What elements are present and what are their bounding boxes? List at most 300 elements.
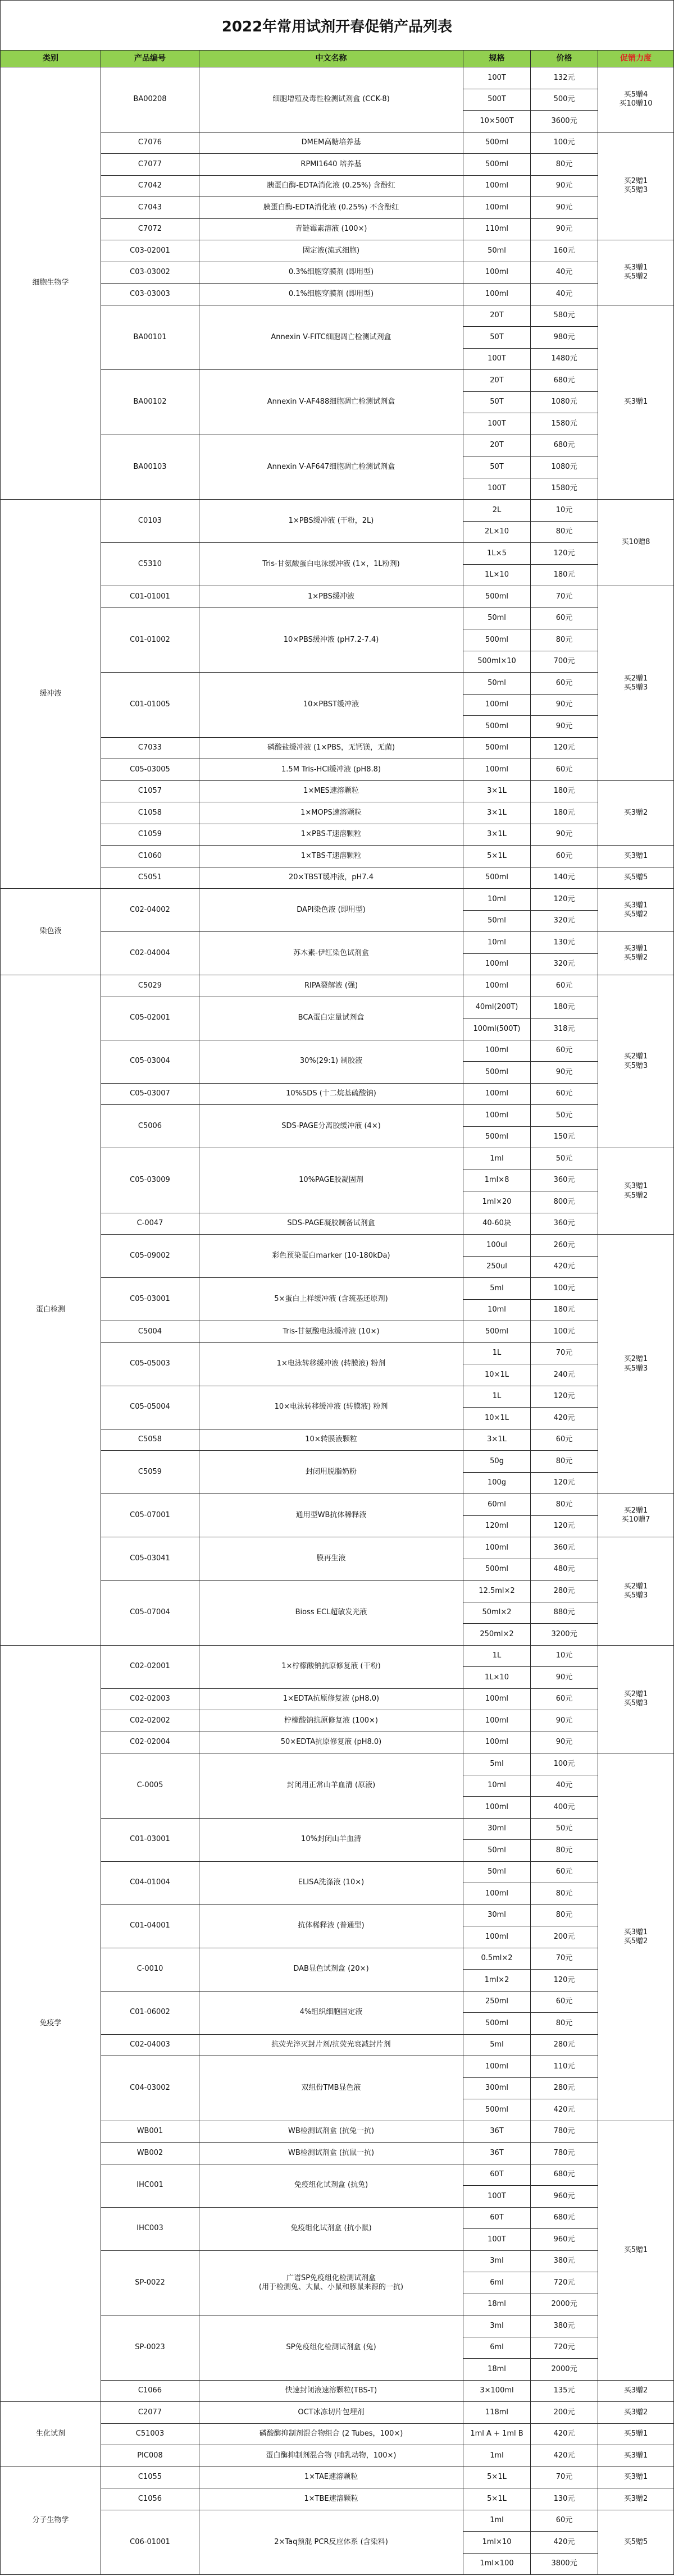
page-title: 2022年常用试剂开春促销产品列表 [0, 0, 674, 51]
product-spec: 3×1L [463, 802, 531, 824]
product-price: 80元 [531, 1905, 598, 1927]
promo-offer: 买2赠1 买10赠7 [598, 1494, 674, 1537]
product-spec: 100T [463, 67, 531, 89]
product-name: 双组份TMB显色液 [199, 2056, 463, 2121]
category-label: 蛋白检测 [0, 975, 101, 1646]
product-spec: 40ml(200T) [463, 997, 531, 1019]
product-spec: 2L [463, 500, 531, 522]
product-name: 广谱SP免疫组化检测试剂盒 (用于检测兔、大鼠、小鼠和豚鼠来源的一抗) [199, 2251, 463, 2316]
product-price: 180元 [531, 802, 598, 824]
product-name: BCA蛋白定量试剂盒 [199, 997, 463, 1040]
product-price: 720元 [531, 2272, 598, 2294]
product-price: 120元 [531, 1386, 598, 1408]
product-name: 10×PBS缓冲液 (pH7.2-7.4) [199, 608, 463, 673]
product-name: Annexin V-AF488细胞凋亡检测试剂盒 [199, 370, 463, 435]
promo-offer: 买5赠5 [598, 2510, 674, 2575]
product-name: 通用型WB抗体稀释液 [199, 1494, 463, 1537]
product-code: C7077 [101, 154, 199, 176]
product-price: 90元 [531, 219, 598, 241]
product-code: C05-07001 [101, 1494, 199, 1537]
product-name: 磷酸酶抑制剂混合物组合 (2 Tubes，100×) [199, 2424, 463, 2446]
product-name: 10×PBST缓冲液 [199, 673, 463, 738]
product-code: C-0010 [101, 1948, 199, 1992]
product-spec: 250ul [463, 1257, 531, 1278]
promo-offer: 买3赠1 [598, 2467, 674, 2489]
product-spec: 3×1L [463, 824, 531, 846]
promo-offer: 买3赠1 买5赠2 [598, 889, 674, 932]
product-spec: 60T [463, 2208, 531, 2230]
header-price: 价格 [531, 51, 598, 67]
product-code: PIC008 [101, 2445, 199, 2467]
promo-offer: 买2赠1 买5赠3 [598, 133, 674, 241]
product-price: 90元 [531, 695, 598, 716]
product-spec: 20T [463, 370, 531, 392]
category-label: 分子生物学 [0, 2467, 101, 2575]
product-price: 80元 [531, 629, 598, 651]
product-spec: 100ml [463, 1710, 531, 1732]
product-spec: 500ml [463, 738, 531, 760]
product-spec: 10ml [463, 1775, 531, 1797]
product-spec: 1L [463, 1343, 531, 1365]
product-spec: 500ml [463, 867, 531, 889]
product-name: 10%PAGE胶凝固剂 [199, 1148, 463, 1213]
product-price: 1080元 [531, 392, 598, 414]
product-price: 200元 [531, 1926, 598, 1948]
product-code: BA00101 [101, 305, 199, 371]
promo-offer: 买2赠1 买5赠3 [598, 1646, 674, 1754]
header-category: 类别 [0, 51, 101, 67]
product-price: 90元 [531, 1667, 598, 1689]
product-spec: 3×1L [463, 781, 531, 803]
product-price: 60元 [531, 1429, 598, 1451]
product-spec: 100ml [463, 1084, 531, 1106]
product-price: 60元 [531, 846, 598, 867]
product-price: 680元 [531, 370, 598, 392]
product-name: SDS-PAGE分离胶缓冲液 (4×) [199, 1105, 463, 1148]
product-code: C05-02001 [101, 997, 199, 1040]
product-spec: 100ul [463, 1235, 531, 1257]
header-spec: 规格 [463, 51, 531, 67]
category-label: 染色液 [0, 889, 101, 975]
product-spec: 1ml×2 [463, 1970, 531, 1992]
product-price: 60元 [531, 1862, 598, 1884]
product-price: 960元 [531, 2186, 598, 2208]
product-price: 500元 [531, 89, 598, 111]
product-price: 120元 [531, 889, 598, 911]
product-name: OCT冰冻切片包埋剂 [199, 2402, 463, 2424]
product-price: 50元 [531, 1148, 598, 1170]
product-price: 420元 [531, 2099, 598, 2121]
product-price: 400元 [531, 1797, 598, 1819]
product-name: 1×MOPS速溶颗粒 [199, 802, 463, 824]
product-price: 960元 [531, 2229, 598, 2251]
product-spec: 2L×10 [463, 522, 531, 543]
product-price: 70元 [531, 2467, 598, 2489]
promo-offer: 买3赠1 买5赠2 [598, 1148, 674, 1235]
product-price: 60元 [531, 2510, 598, 2532]
product-spec: 1L×5 [463, 543, 531, 565]
product-price: 40元 [531, 1775, 598, 1797]
product-spec: 100T [463, 2186, 531, 2208]
product-name: 10×电泳转移缓冲液 (转膜液) 粉剂 [199, 1386, 463, 1429]
product-price: 80元 [531, 522, 598, 543]
category-label: 细胞生物学 [0, 67, 101, 500]
product-spec: 500ml [463, 1127, 531, 1149]
product-code: C01-01001 [101, 586, 199, 608]
product-code: C1057 [101, 781, 199, 803]
product-price: 160元 [531, 240, 598, 262]
product-spec: 100ml [463, 284, 531, 305]
product-spec: 100ml [463, 1732, 531, 1754]
product-code: BA00208 [101, 67, 199, 133]
promo-offer: 买2赠1 买5赠3 [598, 975, 674, 1148]
product-spec: 3×1L [463, 1429, 531, 1451]
product-price: 1080元 [531, 456, 598, 478]
product-spec: 500ml [463, 154, 531, 176]
product-name: 30%(29:1) 制胶液 [199, 1040, 463, 1084]
product-code: WB002 [101, 2143, 199, 2164]
product-spec: 36T [463, 2121, 531, 2143]
product-price: 80元 [531, 154, 598, 176]
product-spec: 12.5ml×2 [463, 1581, 531, 1602]
product-spec: 50ml [463, 911, 531, 933]
product-spec: 10ml [463, 889, 531, 911]
product-spec: 50T [463, 392, 531, 414]
product-price: 80元 [531, 1883, 598, 1905]
header-name: 中文名称 [199, 51, 463, 67]
product-name: 4%组织细胞固定液 [199, 1992, 463, 2035]
product-code: C0103 [101, 500, 199, 543]
promo-offer: 买2赠1 买5赠3 [598, 1537, 674, 1646]
product-price: 180元 [531, 1300, 598, 1322]
product-code: C06-01001 [101, 2510, 199, 2575]
product-name: SP免疫组化检测试剂盒 (兔) [199, 2315, 463, 2381]
product-code: C04-01004 [101, 1862, 199, 1905]
promo-offer: 买3赠1 [598, 2445, 674, 2467]
product-code: C5029 [101, 975, 199, 997]
product-code: C01-01002 [101, 608, 199, 673]
promo-offer: 买3赠2 [598, 2381, 674, 2403]
product-price: 1580元 [531, 478, 598, 500]
product-code: C01-04001 [101, 1905, 199, 1948]
product-spec: 50T [463, 456, 531, 478]
product-spec: 100ml [463, 262, 531, 284]
product-spec: 100ml [463, 1926, 531, 1948]
product-name: 封闭用脱脂奶粉 [199, 1451, 463, 1494]
product-spec: 100ml [463, 197, 531, 219]
product-price: 80元 [531, 1840, 598, 1862]
product-spec: 1ml A + 1ml B [463, 2424, 531, 2446]
product-spec: 500ml [463, 1062, 531, 1084]
product-spec: 100T [463, 413, 531, 435]
product-name: RPMI1640 培养基 [199, 154, 463, 176]
product-name: Tris-甘氨酸电泳缓冲液 (10×) [199, 1321, 463, 1343]
product-spec: 100g [463, 1473, 531, 1495]
product-name: 固定液(流式细胞) [199, 240, 463, 262]
promo-offer: 买3赠1 买5赠2 [598, 240, 674, 305]
product-code: WB001 [101, 2121, 199, 2143]
product-spec: 1ml [463, 1148, 531, 1170]
product-price: 60元 [531, 1040, 598, 1062]
product-price: 1480元 [531, 349, 598, 371]
product-spec: 6ml [463, 2272, 531, 2294]
product-name: WB检测试剂盒 (抗兔一抗) [199, 2121, 463, 2143]
product-code: C7043 [101, 197, 199, 219]
product-code: C01-03001 [101, 1819, 199, 1862]
product-price: 70元 [531, 1948, 598, 1970]
product-name: 0.3%细胞穿膜剂 (即用型) [199, 262, 463, 284]
product-code: C05-03001 [101, 1278, 199, 1321]
product-code: C1066 [101, 2381, 199, 2403]
product-name: 膜再生液 [199, 1537, 463, 1581]
product-spec: 30ml [463, 1819, 531, 1840]
product-name: 抗体稀释液 (普通型) [199, 1905, 463, 1948]
product-name: 磷酸盐缓冲液 (1×PBS，无钙镁，无菌) [199, 738, 463, 760]
product-price: 80元 [531, 1494, 598, 1516]
header-code: 产品编号 [101, 51, 199, 67]
product-name: DAPI染色液 (即用型) [199, 889, 463, 932]
product-price: 60元 [531, 673, 598, 695]
category-label: 缓冲液 [0, 500, 101, 889]
product-spec: 100T [463, 478, 531, 500]
product-spec: 1ml×20 [463, 1191, 531, 1213]
product-price: 10元 [531, 1646, 598, 1668]
product-spec: 100ml [463, 1105, 531, 1127]
product-code: C7072 [101, 219, 199, 241]
product-code: C05-03009 [101, 1148, 199, 1213]
promo-offer: 买2赠1 买5赠3 [598, 1235, 674, 1494]
product-spec: 100ml(500T) [463, 1018, 531, 1040]
product-price: 180元 [531, 781, 598, 803]
product-spec: 300ml [463, 2078, 531, 2100]
product-spec: 3ml [463, 2315, 531, 2337]
product-spec: 10×1L [463, 1364, 531, 1386]
product-price: 680元 [531, 435, 598, 457]
product-spec: 30ml [463, 1905, 531, 1927]
product-spec: 120ml [463, 1516, 531, 1538]
product-spec: 250ml [463, 1992, 531, 2013]
product-name: 封闭用正常山羊血清 (原液) [199, 1753, 463, 1819]
product-price: 90元 [531, 716, 598, 738]
product-price: 80元 [531, 1451, 598, 1473]
product-spec: 0.5ml×2 [463, 1948, 531, 1970]
product-price: 700元 [531, 651, 598, 673]
product-name: 免疫组化试剂盒 (抗小鼠) [199, 2208, 463, 2251]
product-spec: 18ml [463, 2359, 531, 2381]
product-spec: 100ml [463, 759, 531, 781]
product-spec: 60ml [463, 1494, 531, 1516]
product-price: 110元 [531, 2056, 598, 2078]
promo-offer: 买5赠4 买10赠10 [598, 67, 674, 133]
product-code: C05-09002 [101, 1235, 199, 1278]
product-spec: 100T [463, 2229, 531, 2251]
product-price: 70元 [531, 1343, 598, 1365]
product-price: 880元 [531, 1602, 598, 1624]
product-price: 60元 [531, 975, 598, 997]
product-price: 420元 [531, 2424, 598, 2446]
product-spec: 100ml [463, 1537, 531, 1559]
product-price: 420元 [531, 1408, 598, 1429]
product-price: 280元 [531, 2035, 598, 2057]
product-code: C2077 [101, 2402, 199, 2424]
product-price: 680元 [531, 2164, 598, 2186]
product-price: 10元 [531, 500, 598, 522]
product-name: Tris-甘氨酸蛋白电泳缓冲液 (1×，1L粉剂) [199, 543, 463, 586]
product-price: 720元 [531, 2337, 598, 2359]
product-spec: 5×1L [463, 2488, 531, 2510]
product-name: 10%SDS (十二烷基硫酸钠) [199, 1084, 463, 1106]
product-code: IHC003 [101, 2208, 199, 2251]
promo-offer: 买5赠1 [598, 2121, 674, 2381]
product-price: 2000元 [531, 2359, 598, 2381]
product-price: 150元 [531, 1127, 598, 1149]
product-code: C01-01005 [101, 673, 199, 738]
product-spec: 500ml [463, 2099, 531, 2121]
product-price: 380元 [531, 2315, 598, 2337]
product-price: 780元 [531, 2143, 598, 2164]
product-code: C05-05004 [101, 1386, 199, 1429]
product-code: C02-04003 [101, 2035, 199, 2057]
product-code: C02-02001 [101, 1646, 199, 1689]
product-price: 240元 [531, 1364, 598, 1386]
product-code: SP-0022 [101, 2251, 199, 2316]
product-name: 1×PBS-T速溶颗粒 [199, 824, 463, 846]
product-name: 细胞增殖及毒性检测试剂盒 (CCK-8) [199, 67, 463, 133]
product-spec: 1L×10 [463, 565, 531, 587]
promo-offer: 买3赠1 买5赠2 [598, 932, 674, 975]
product-price: 580元 [531, 305, 598, 327]
product-name: WB检测试剂盒 (抗鼠一抗) [199, 2143, 463, 2164]
product-name: 1×TBS-T速溶颗粒 [199, 846, 463, 867]
product-spec: 100ml [463, 176, 531, 198]
product-spec: 10ml [463, 1300, 531, 1322]
product-name: 20×TBST缓冲液，pH7.4 [199, 867, 463, 889]
product-code: C5310 [101, 543, 199, 586]
product-price: 120元 [531, 1473, 598, 1495]
product-spec: 100ml [463, 695, 531, 716]
product-spec: 500ml [463, 716, 531, 738]
promo-offer: 买3赠2 [598, 2402, 674, 2424]
product-spec: 10×500T [463, 111, 531, 133]
product-price: 260元 [531, 1235, 598, 1257]
product-price: 90元 [531, 824, 598, 846]
product-name: 10×转膜液颗粒 [199, 1429, 463, 1451]
product-code: BA00102 [101, 370, 199, 435]
product-spec: 20T [463, 305, 531, 327]
product-spec: 10ml [463, 932, 531, 954]
product-price: 70元 [531, 586, 598, 608]
promo-offer: 买3赠1 买5赠2 [598, 1753, 674, 2121]
product-price: 40元 [531, 284, 598, 305]
product-code: C02-04004 [101, 932, 199, 975]
product-price: 120元 [531, 1970, 598, 1992]
product-name: Bioss ECL超敏发光液 [199, 1581, 463, 1646]
product-code: C7033 [101, 738, 199, 760]
product-price: 680元 [531, 2208, 598, 2230]
product-price: 380元 [531, 2251, 598, 2273]
product-price: 90元 [531, 197, 598, 219]
product-code: SP-0023 [101, 2315, 199, 2381]
product-spec: 118ml [463, 2402, 531, 2424]
product-spec: 500ml [463, 1321, 531, 1343]
product-code: C5051 [101, 867, 199, 889]
product-code: BA00103 [101, 435, 199, 500]
product-name: 50×EDTA抗原修复液 (pH8.0) [199, 1732, 463, 1754]
promo-offer: 买3赠1 [598, 305, 674, 500]
product-spec: 100ml [463, 1883, 531, 1905]
product-code: C1060 [101, 846, 199, 867]
product-name: 2×Taq预混 PCR反应体系 (含染料) [199, 2510, 463, 2575]
promo-offer: 买5赠1 [598, 2424, 674, 2446]
product-spec: 250ml×2 [463, 1624, 531, 1646]
product-spec: 1ml×100 [463, 2554, 531, 2575]
promo-offer: 买10赠8 [598, 500, 674, 586]
product-name: 1×MES速溶颗粒 [199, 781, 463, 803]
product-price: 280元 [531, 1581, 598, 1602]
category-label: 生化试剂 [0, 2402, 101, 2467]
product-price: 80元 [531, 2013, 598, 2035]
product-code: C01-06002 [101, 1992, 199, 2035]
category-label: 免疫学 [0, 1646, 101, 2403]
product-spec: 50g [463, 1451, 531, 1473]
product-spec: 3×100ml [463, 2381, 531, 2403]
product-name: 0.1%细胞穿膜剂 (即用型) [199, 284, 463, 305]
product-price: 360元 [531, 1213, 598, 1235]
product-spec: 5ml [463, 1278, 531, 1300]
product-spec: 20T [463, 435, 531, 457]
product-spec: 50ml [463, 1862, 531, 1884]
product-spec: 500ml [463, 2013, 531, 2035]
product-name: 抗荧光淬灭封片剂/抗荧光衰减封片剂 [199, 2035, 463, 2057]
product-spec: 6ml [463, 2337, 531, 2359]
product-code: C02-02003 [101, 1689, 199, 1711]
product-code: C5004 [101, 1321, 199, 1343]
product-name: 蛋白酶抑制剂混合物 (哺乳动物，100×) [199, 2445, 463, 2467]
product-price: 180元 [531, 565, 598, 587]
product-price: 60元 [531, 1992, 598, 2013]
product-code: C05-03041 [101, 1537, 199, 1581]
product-spec: 50T [463, 327, 531, 349]
product-name: SDS-PAGE凝胶制备试剂盒 [199, 1213, 463, 1235]
product-spec: 5×1L [463, 846, 531, 867]
product-name: 1×柠檬酸钠抗原修复液 (干粉) [199, 1646, 463, 1689]
product-price: 320元 [531, 954, 598, 976]
product-name: 1×EDTA抗原修复液 (pH8.0) [199, 1689, 463, 1711]
product-spec: 110ml [463, 219, 531, 241]
product-price: 132元 [531, 67, 598, 89]
product-price: 2000元 [531, 2294, 598, 2316]
product-code: IHC001 [101, 2164, 199, 2208]
product-code: C-0005 [101, 1753, 199, 1819]
product-price: 980元 [531, 327, 598, 349]
product-spec: 1L [463, 1646, 531, 1668]
product-code: C51003 [101, 2424, 199, 2446]
product-code: C1059 [101, 824, 199, 846]
product-name: DAB显色试剂盒 (20×) [199, 1948, 463, 1992]
product-name: 1×PBS缓冲液 [199, 586, 463, 608]
product-spec: 36T [463, 2143, 531, 2164]
product-price: 780元 [531, 2121, 598, 2143]
product-code: C05-03005 [101, 759, 199, 781]
product-price: 100元 [531, 133, 598, 154]
product-price: 60元 [531, 759, 598, 781]
product-spec: 1ml×8 [463, 1170, 531, 1192]
product-price: 60元 [531, 1689, 598, 1711]
product-price: 135元 [531, 2381, 598, 2403]
product-spec: 50ml [463, 240, 531, 262]
product-spec: 1ml×10 [463, 2532, 531, 2554]
product-name: ELISA洗涤液 (10×) [199, 1862, 463, 1905]
